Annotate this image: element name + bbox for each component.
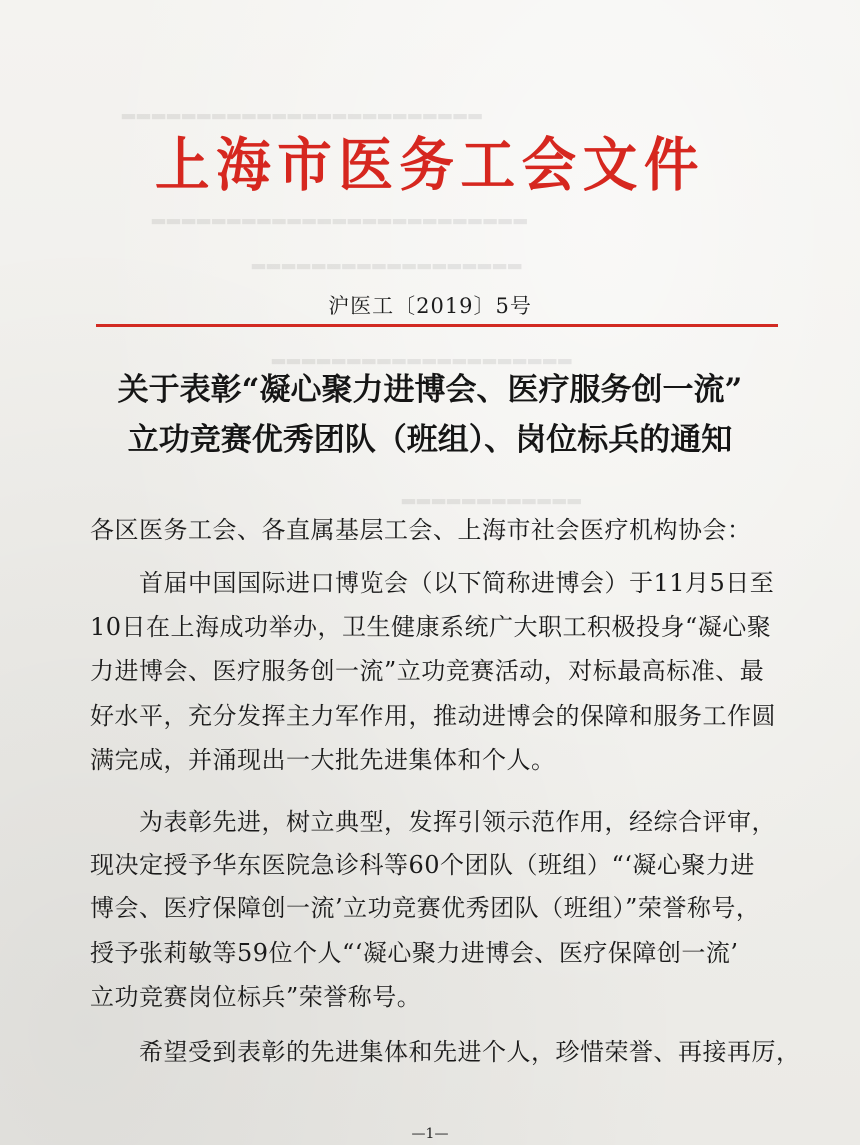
- body-line: 授予张莉敏等59位个人“‘凝心聚力进博会、医疗保障创一流’: [90, 939, 739, 967]
- masthead-title: 上海市医务工会文件: [155, 131, 705, 199]
- show-through-texture: ▂▂▂▂▂▂▂▂▂▂▂▂▂▂▂▂▂▂: [250, 250, 522, 270]
- body-line: 各区医务工会、各直属基层工会、上海市社会医疗机构协会：: [90, 516, 752, 544]
- notice-title-line-1: 关于表彰“凝心聚力进博会、医疗服务创一流”: [117, 372, 743, 408]
- show-through-texture: ▂▂▂▂▂▂▂▂▂▂▂▂: [400, 485, 581, 505]
- body-line: 希望受到表彰的先进集体和先进个人，珍惜荣誉、再接再厉，: [90, 1038, 801, 1066]
- show-through-texture: ▂▂▂▂▂▂▂▂▂▂▂▂▂▂▂▂▂▂▂▂▂▂▂▂: [120, 100, 482, 120]
- page-number: —1—: [411, 1126, 449, 1142]
- show-through-texture: ▂▂▂▂▂▂▂▂▂▂▂▂▂▂▂▂▂▂▂▂▂▂▂▂▂: [150, 205, 527, 225]
- body-line: 立功竞赛岗位标兵”荣誉称号。: [90, 983, 422, 1011]
- body-line: 满完成，并涌现出一大批先进集体和个人。: [90, 746, 556, 774]
- show-through-texture: ▂▂▂▂▂▂▂▂▂▂▂▂▂▂▂▂▂▂▂▂: [270, 345, 572, 365]
- body-line: 为表彰先进，树立典型，发挥引领示范作用，经综合评审，: [90, 808, 776, 836]
- body-line: 博会、医疗保障创一流’立功竞赛优秀团队（班组）”荣誉称号，: [90, 894, 761, 922]
- red-divider-line: [96, 324, 778, 327]
- body-line: 好水平，充分发挥主力军作用，推动进博会的保障和服务工作圆: [90, 702, 776, 730]
- body-line: 10日在上海成功举办，卫生健康系统广大职工积极投身“凝心聚: [90, 613, 772, 641]
- notice-title-line-2: 立功竞赛优秀团队（班组）、岗位标兵的通知: [127, 422, 733, 458]
- body-line: 首届中国国际进口博览会（以下简称进博会）于11月5日至: [90, 569, 775, 597]
- body-line: 力进博会、医疗服务创一流”立功竞赛活动，对标最高标准、最: [90, 657, 765, 685]
- document-number: 沪医工〔2019〕5号: [328, 294, 532, 318]
- body-line: 现决定授予华东医院急诊科等60个团队（班组）“‘凝心聚力进: [90, 851, 755, 879]
